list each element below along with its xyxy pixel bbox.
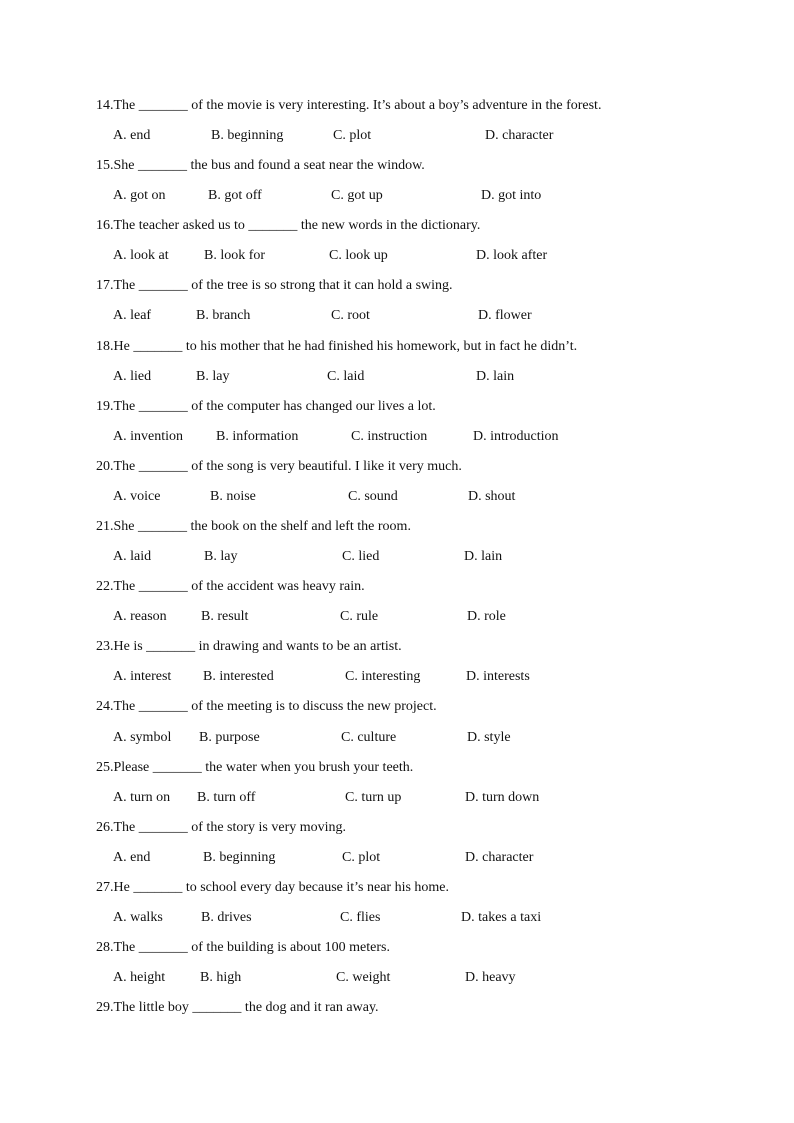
question-16: 16.The teacher asked us to _______ the new words in the dictionary. xyxy=(96,218,481,233)
q21-option-a: A. laid xyxy=(113,549,152,564)
q21-option-d: D. lain xyxy=(464,549,503,564)
question-18: 18.He _______ to his mother that he had finished his homework, but in fact he didn’t. xyxy=(96,339,578,354)
q19-option-b: B. information xyxy=(216,429,299,444)
q18-option-b: B. lay xyxy=(196,369,230,384)
q15-option-b: B. got off xyxy=(208,188,262,203)
q24-option-d: D. style xyxy=(467,730,511,745)
question-15: 15.She _______ the bus and found a seat near the window. xyxy=(96,158,425,173)
q15-option-c: C. got up xyxy=(331,188,383,203)
q25-option-b: B. turn off xyxy=(197,790,256,805)
q28-option-d: D. heavy xyxy=(465,970,516,985)
q25-option-d: D. turn down xyxy=(465,790,540,805)
q26-option-a: A. end xyxy=(113,850,151,865)
question-26: 26.The _______ of the story is very moving. xyxy=(96,820,347,835)
q24-option-c: C. culture xyxy=(341,730,397,745)
q26-option-d: D. character xyxy=(465,850,534,865)
q28-option-b: B. high xyxy=(200,970,242,985)
q23-option-a: A. interest xyxy=(113,669,172,684)
q21-option-c: C. lied xyxy=(342,549,380,564)
question-28: 28.The _______ of the building is about 100 meters. xyxy=(96,940,390,955)
q17-option-c: C. root xyxy=(331,308,370,323)
q14-option-b: B. beginning xyxy=(211,128,284,143)
question-25: 25.Please _______ the water when you brush your teeth. xyxy=(96,760,414,775)
question-19: 19.The _______ of the computer has changed our lives a lot. xyxy=(96,399,436,414)
q15-option-d: D. got into xyxy=(481,188,542,203)
q18-option-d: D. lain xyxy=(476,369,515,384)
q21-option-b: B. lay xyxy=(204,549,238,564)
q16-option-b: B. look for xyxy=(204,248,266,263)
q25-option-c: C. turn up xyxy=(345,790,402,805)
q28-option-c: C. weight xyxy=(336,970,391,985)
q23-option-d: D. interests xyxy=(466,669,530,684)
q24-option-b: B. purpose xyxy=(199,730,260,745)
q20-option-a: A. voice xyxy=(113,489,161,504)
q27-option-a: A. walks xyxy=(113,910,163,925)
question-21: 21.She _______ the book on the shelf and left the room. xyxy=(96,519,411,534)
q17-option-d: D. flower xyxy=(478,308,532,323)
q19-option-a: A. invention xyxy=(113,429,183,444)
q16-option-a: A. look at xyxy=(113,248,169,263)
q27-option-d: D. takes a taxi xyxy=(461,910,542,925)
question-20: 20.The _______ of the song is very beautiful. I like it very much. xyxy=(96,459,462,474)
q16-option-d: D. look after xyxy=(476,248,548,263)
q23-option-c: C. interesting xyxy=(345,669,421,684)
q22-option-c: C. rule xyxy=(340,609,379,624)
q22-option-a: A. reason xyxy=(113,609,167,624)
q28-option-a: A. height xyxy=(113,970,166,985)
q20-option-d: D. shout xyxy=(468,489,516,504)
question-27: 27.He _______ to school every day because it’s near his home. xyxy=(96,880,450,895)
question-24: 24.The _______ of the meeting is to discuss the new project. xyxy=(96,699,437,714)
q22-option-b: B. result xyxy=(201,609,249,624)
q18-option-a: A. lied xyxy=(113,369,152,384)
q19-option-d: D. introduction xyxy=(473,429,559,444)
q16-option-c: C. look up xyxy=(329,248,388,263)
q17-option-b: B. branch xyxy=(196,308,251,323)
q20-option-c: C. sound xyxy=(348,489,398,504)
q26-option-c: C. plot xyxy=(342,850,381,865)
q14-option-c: C. plot xyxy=(333,128,372,143)
question-14: 14.The _______ of the movie is very interesting. It’s about a boy’s adventure in the forest. xyxy=(96,98,602,113)
q14-option-d: D. character xyxy=(485,128,554,143)
q24-option-a: A. symbol xyxy=(113,730,172,745)
q27-option-c: C. flies xyxy=(340,910,381,925)
question-23: 23.He is _______ in drawing and wants to be an artist. xyxy=(96,639,402,654)
q14-option-a: A. end xyxy=(113,128,151,143)
q18-option-c: C. laid xyxy=(327,369,365,384)
question-17: 17.The _______ of the tree is so strong that it can hold a swing. xyxy=(96,278,453,293)
q17-option-a: A. leaf xyxy=(113,308,152,323)
q20-option-b: B. noise xyxy=(210,489,256,504)
q27-option-b: B. drives xyxy=(201,910,252,925)
question-29: 29.The little boy _______ the dog and it ran away. xyxy=(96,1000,379,1015)
q22-option-d: D. role xyxy=(467,609,506,624)
q25-option-a: A. turn on xyxy=(113,790,171,805)
q15-option-a: A. got on xyxy=(113,188,166,203)
question-22: 22.The _______ of the accident was heavy rain. xyxy=(96,579,365,594)
q19-option-c: C. instruction xyxy=(351,429,428,444)
q26-option-b: B. beginning xyxy=(203,850,276,865)
q23-option-b: B. interested xyxy=(203,669,274,684)
